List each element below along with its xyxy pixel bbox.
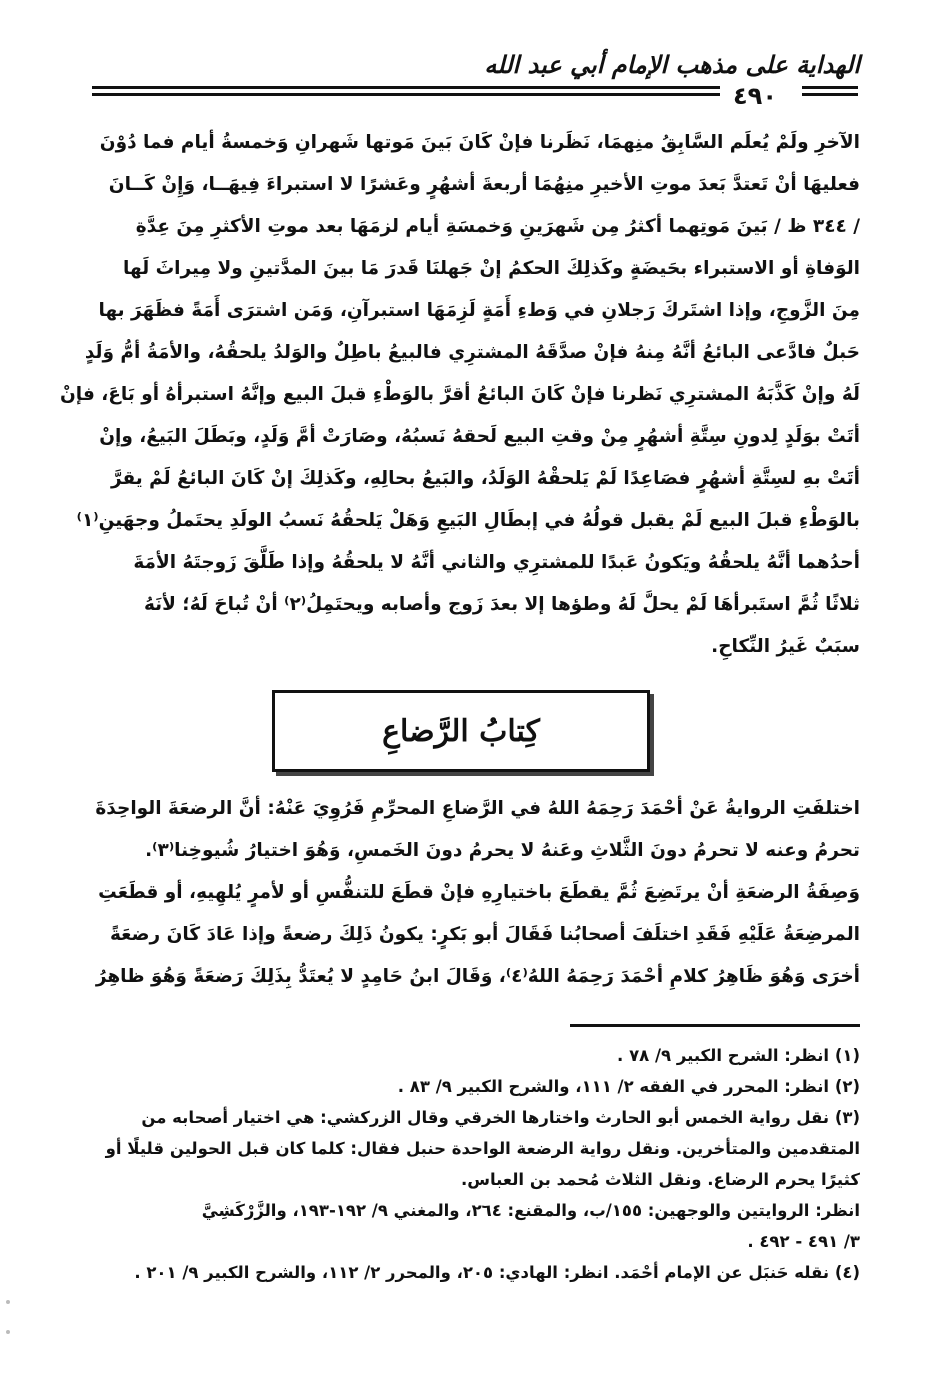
footnote-1: (١) انظر: الشرح الكبير ٩/ ٧٨ . bbox=[617, 1046, 860, 1065]
text-line: المرضِعَةُ عَلَيْهِ فَقَدِ اختلَفَ أصحابُنا فَقَالَ أبو بَكرٍ: يكونُ ذَلِكَ رضعةً وإذا عَادَ كَانَ رضعَةً bbox=[109, 924, 860, 945]
text-line: بالوَطْءِ قبلَ البيع لَمْ يقبل قولُهُ في إبطَالِ البَيعِ وَهَلْ يَلحقُهُ نَسبُ الولَدِ يحتَملُ وجهَينِ⁽١⁾ bbox=[76, 510, 860, 531]
text-line: أحدُهما أنَّهُ يلحقُهُ ويَكونُ عَبدًا للمشترِي والثاني أنَّهُ لا يلحقُهُ وإذا طَلَّقَ زَوجتَهُ الأمَةَ bbox=[133, 552, 860, 573]
text-line: لَهُ وإنْ كَذَّبَهُ المشترِي نَظرنا فإنْ كَانَ البائعُ أقرَّ بالوَطْءِ قبلَ البيع وإنَّهُ استبرأهُ أو بَاعَ، فإنْ bbox=[59, 384, 860, 405]
chapter-title: كِتابُ الرَّضاعِ bbox=[382, 713, 540, 749]
header-rule-long-top bbox=[92, 86, 720, 89]
footnote-4: (٤) نقله حَنبَل عن الإمام أحْمَد. انظر: الهادي: ٢٠٥، والمحرر ٢/ ١١٢، والشرح الكبير ٩/ ٢٠١ . bbox=[134, 1263, 860, 1282]
running-title: الهداية على مذهب الإمام أبي عبد الله bbox=[484, 50, 860, 79]
text-line: ثلاثًا ثُمَّ استَبرأهَا لَمْ يحلَّ لَهُ وطؤها إلا بعدَ زَوج وأصابه ويحتَمِلُ⁽٢⁾ أنْ تُباحَ لَهُ؛ لأنَهُ bbox=[143, 594, 860, 615]
text-line: / ٣٤٤ ظ / بَينَ مَوتِهما أكثرُ مِن شَهرَينِ وَخمسَةِ أيام لزمَهَا بعد موتِ الأكثرِ مِنَ عِدَّةِ bbox=[135, 216, 860, 237]
text-line: اختلفَتِ الروايةُ عَنْ أحْمَدَ رَحِمَهُ اللهُ في الرَّضاعِ المحرِّمِ فَرُوِيَ عَنْهُ: أنَّ الرضعَةَ الواحِدَةَ bbox=[95, 798, 860, 819]
footnote-2: (٢) انظر: المحرر في الفقه ٢/ ١١١، والشرح الكبير ٩/ ٨٣ . bbox=[397, 1077, 860, 1096]
text-line: أتَتْ بوَلَدٍ لِدونِ سِتَّةِ أشهُرٍ مِنْ وقتِ البيع لَحقهُ نَسبُهُ، وصَارَتْ أمَّ وَلَدٍ، وبَطَلَ البَيعُ، وإنْ bbox=[99, 426, 860, 447]
chapter-heading-box bbox=[272, 690, 650, 772]
footnotes bbox=[94, 1040, 860, 1288]
footnote-3-cont: انظر: الروايتين والوجهين: ١٥٥/ب، والمقنع: ٢٦٤، والمغني ٩/ ١٩٢-١٩٣، والزَّرْكَشِيَّ bbox=[201, 1201, 860, 1220]
footnote-3-cont: المتقدمين والمتأخرين. ونقل رواية الرضعة الواحدة حنبل فقال: كلما كان قبل الحولين قليلًا أو bbox=[105, 1139, 860, 1158]
text-line: الآخرِ ولَمْ يُعلَم السَّابِقُ منِهمَا، نَظَرنا فإنْ كَانَ بَينَ مَوتها شَهرانِ وَخمسةُ أيام فما دُوْنَ bbox=[99, 132, 860, 153]
header-rule-short-top bbox=[802, 86, 858, 89]
text-line: أتَتْ بهِ لسِتَّةِ أشهُرٍ فصَاعِدًا لَمْ يَلحقْهُ الوَلَدُ، والبَيعُ بحالِهِ، وكَذلِكَ إنْ كَانَ البائعُ لَمْ يقرَّ bbox=[110, 468, 860, 489]
text-line: الوَفاةِ أو الاستبراء بحَيضَةٍ وكَذلِكَ الحكمُ إنْ جَهلنَا قَدرَ مَا بينَ المدَّتينِ ولا مِيراثَ لَها bbox=[123, 258, 860, 279]
footnote-3: (٣) نقل رواية الخمس أبو الحارث واختارها الخرقي وقال الزركشي: هي اختيار أصحابه من bbox=[141, 1108, 860, 1127]
page-number: ٤٩٠ bbox=[733, 82, 777, 110]
header-rule-short-bottom bbox=[802, 93, 858, 96]
footnote-separator bbox=[570, 1024, 860, 1027]
body-text bbox=[59, 122, 860, 668]
scan-margin-mark bbox=[6, 1300, 10, 1304]
footnote-3-cont: كثيرًا يحرم الرضاع. ونقل الثلاث مُحمد بن العباس. bbox=[460, 1170, 860, 1189]
scan-margin-mark bbox=[6, 1330, 10, 1334]
text-line: فعليهَا أنْ تَعتدَّ بَعدَ موتِ الأخيرِ منِهُمَا أربعةَ أشهُرٍ وعَشرًا لا استبراءَ فِيهَــا، وَإِنْ كَــانَ bbox=[108, 174, 860, 195]
header-rule-long-bottom bbox=[92, 93, 720, 96]
text-line: وَصِفَةُ الرضعَةِ أنْ يرتَضِعَ ثُمَّ يقطَعَ باختيارِهِ فإنْ قطَعَ للتنفُّسِ أو لأمرٍ يُلهِيهِ، أو قطَعَتِ bbox=[98, 882, 860, 903]
text-line: مِنَ الزَّوجِ، وإذا اشتَركَ رَجلانِ في وَطءِ أَمَةٍ لَزِمَهَا استبرآنِ، وَمَن اشترَى أَمَةً فظَهَرَ بها bbox=[98, 300, 860, 321]
section-text bbox=[94, 788, 860, 998]
text-line: تحرمُ وعنه لا تحرمُ دونَ الثَّلاثِ وعَنهُ لا يحرمُ دونَ الخَمسِ، وَهُوَ اختيارُ شُيوخِنا⁽٣⁾. bbox=[145, 840, 860, 861]
text-line: سبَبٌ غَيرُ النِّكاحِ. bbox=[711, 636, 860, 657]
text-line: حَبلٌ فادَّعى البائعُ أنَّهُ مِنهُ فإنْ صدَّقَهُ المشترِي فالبيعُ باطِلٌ والوَلدُ يلحقُهُ، والأمَةُ أمُّ وَلَدٍ bbox=[84, 342, 860, 363]
footnote-3-cont: ٣/ ٤٩١ - ٤٩٢ . bbox=[747, 1232, 860, 1251]
text-line: أخرَى وَهُوَ ظَاهِرُ كلامِ أحْمَدَ رَحِمَهُ اللهُ⁽٤⁾، وَقَالَ ابنُ حَامِدٍ لا يُعتَدُّ بِذَلِكَ رَضعَةً وَهُوَ ظاهِرُ bbox=[95, 966, 860, 987]
